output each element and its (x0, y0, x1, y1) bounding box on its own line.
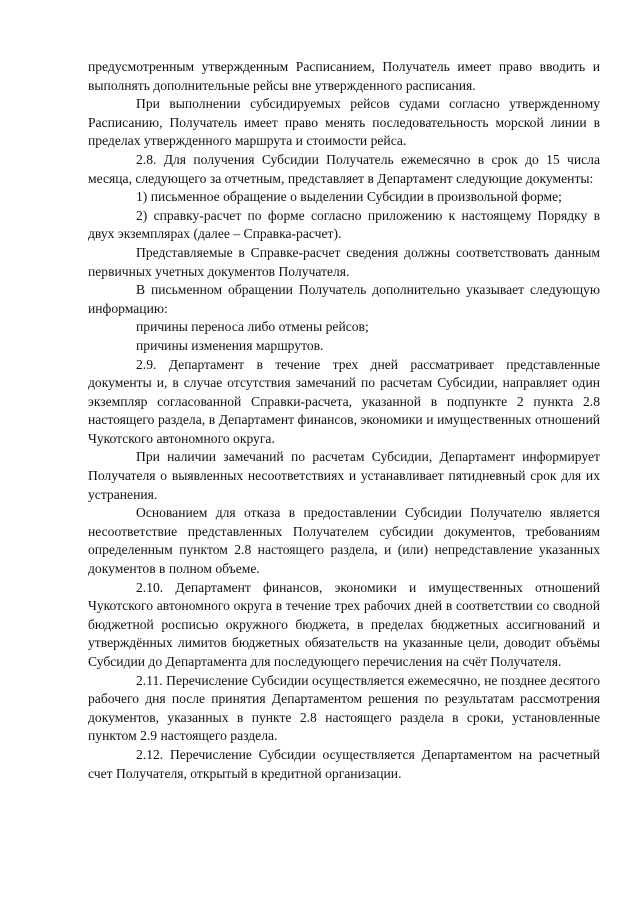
paragraph-2-10: 2.10. Департамент финансов, экономики и имущественных отношений Чукотского автономного округа в течение трех рабочих дней в соответствии со сводной бюджетной росписью окружного бюджета, в пределах бюджетных ассигнований и утверждённых лимитов бюджетных обязательств на указанные цели, доводит объёмы Субсидии до Департамента для последующего перечисления на счёт Получателя. (88, 579, 600, 669)
paragraph-2-12: 2.12. Перечисление Субсидии осуществляется Департаментом на расчетный счет Получателя, открытый в кредитной организации. (88, 746, 600, 781)
list-item-reasons-cancel: причины переноса либо отмены рейсов; (136, 319, 369, 335)
list-item-2: 2) справку-расчет по форме согласно приложению к настоящему Порядку в двух экземплярах (далее – Справка-расчет). (88, 207, 600, 242)
paragraph-2-8: 2.8. Для получения Субсидии Получатель ежемесячно в срок до 15 числа месяца, следующего за отчетным, представляет в Департамент следующие документы: (88, 151, 600, 186)
paragraph-refusal-grounds: Основанием для отказа в предоставлении Субсидии Получателю является несоответствие представленных Получателем субсидии документов, требованиям определенным пунктом 2.8 настоящего раздела, и (или) непредставление указанных документов в полном объеме. (88, 505, 600, 577)
paragraph-2-9: 2.9. Департамент в течение трех дней рассматривает представленные документы и, в случае отсутствия замечаний по расчетам Субсидии, направляет один экземпляр согласованной Справки-расчета, указанной в подпункте 2 пункта 2.8 настоящего раздела, в Департамент финансов, экономики и имущественных отношений Чукотского автономного округа. (88, 356, 600, 446)
paragraph-data-correspondence: Представляемые в Справке-расчет сведения должны соответствовать данным первичных учетных документов Получателя. (88, 244, 600, 279)
paragraph-remarks: При наличии замечаний по расчетам Субсидии, Департамент информирует Получателя о выявленных несоответствиях и устанавливает пятидневный срок для их устранения. (88, 449, 600, 502)
paragraph-2-11: 2.11. Перечисление Субсидии осуществляется ежемесячно, не позднее десятого рабочего дня после принятия Департаментом решения по результатам рассмотрения документов, указанных в пункте 2.8 настоящего раздела в сроки, установленные пунктом 2.9 настоящего раздела. (88, 672, 600, 744)
list-item-reasons-route: причины изменения маршрутов. (136, 337, 324, 353)
paragraph-additional-info: В письменном обращении Получатель дополнительно указывает следующую информацию: (88, 282, 600, 316)
paragraph-schedule-rights: При выполнении субсидируемых рейсов судами согласно утвержденному Расписанию, Получатель имеет право менять последовательность морской линии в пределах утвержденного маршрута и стоимости рейса. (88, 96, 600, 149)
document-page (88, 58, 600, 783)
list-item-1: 1) письменное обращение о выделении Субсидии в произвольной форме; (136, 189, 562, 205)
paragraph-continuation: предусмотренным утвержденным Расписанием, Получатель имеет право вводить и выполнять дополнительные рейсы вне утвержденного расписания. (88, 59, 600, 93)
